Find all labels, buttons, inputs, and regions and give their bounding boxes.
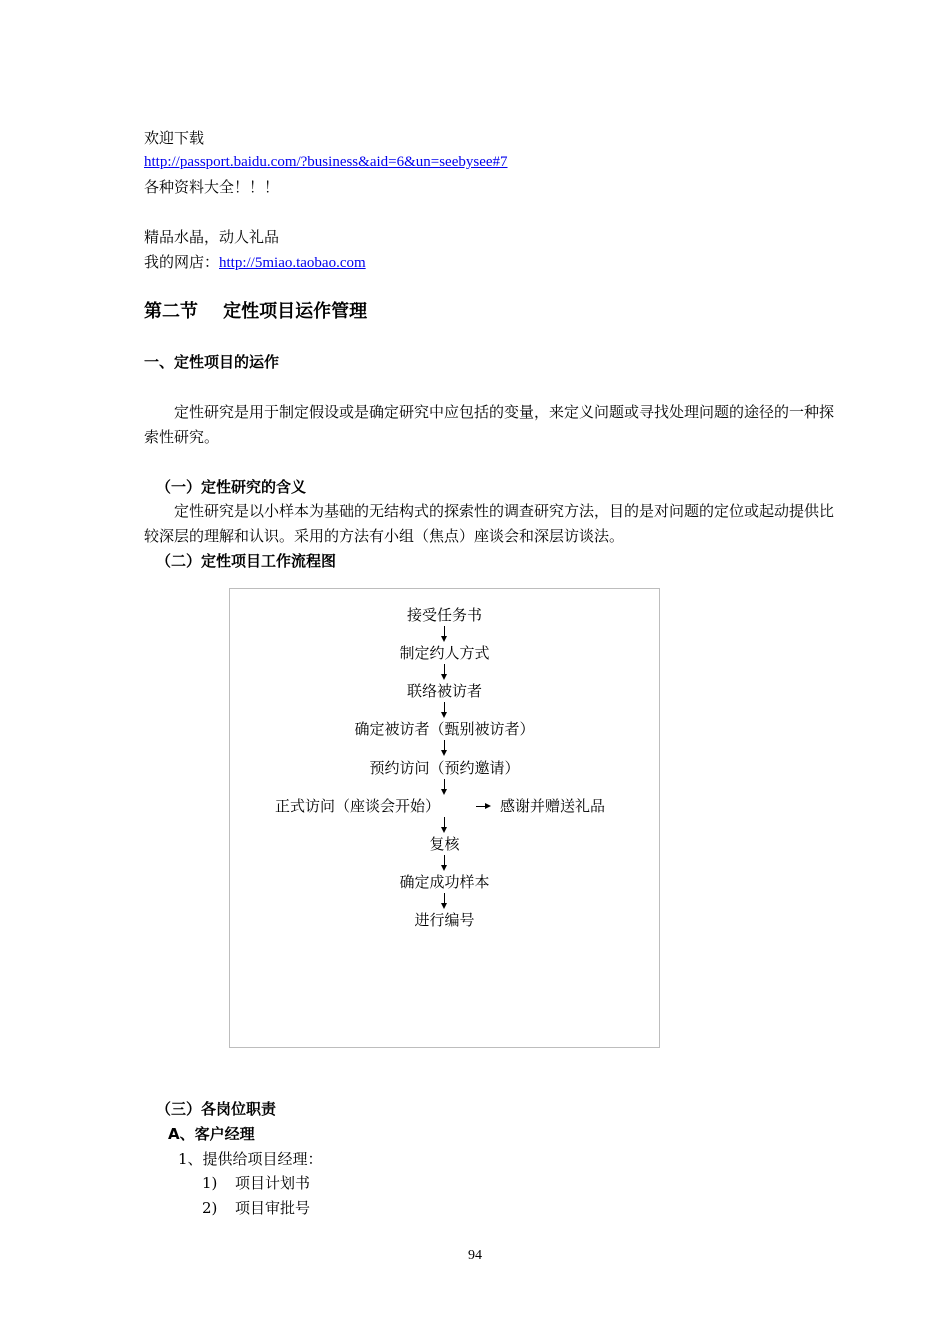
sub-item-text: 项目审批号 xyxy=(235,1199,311,1217)
sub-item-text: 项目计划书 xyxy=(235,1174,311,1192)
down-arrow-icon xyxy=(444,893,446,909)
sub-item-num: 1) xyxy=(202,1174,218,1192)
flow-step: 复核 xyxy=(429,835,460,853)
right-arrow-icon xyxy=(476,803,490,811)
flow-step: 预约访问（预约邀请） xyxy=(369,759,520,777)
down-arrow-icon xyxy=(444,702,446,718)
flow-step: 联络被访者 xyxy=(406,682,482,700)
flow-step: 确定被访者（甄别被访者） xyxy=(354,720,535,738)
sub2-heading: （二）定性项目工作流程图 xyxy=(156,552,337,570)
shop-label: 我的网店： xyxy=(144,253,220,271)
section-title: 第二节 定性项目运作管理 xyxy=(144,301,368,322)
down-arrow-icon xyxy=(444,626,446,642)
flow-step: 接受任务书 xyxy=(406,606,482,624)
item-1: 1、提供给项目经理： xyxy=(178,1150,323,1168)
baidu-link[interactable]: http://passport.baidu.com/?business&aid=6&un=seebysee#7 xyxy=(144,154,508,170)
sub3-heading: （三）各岗位职责 xyxy=(156,1100,277,1118)
flow-step: 制定约人方式 xyxy=(399,644,490,662)
flow-side-step: 感谢并赠送礼品 xyxy=(500,797,606,815)
taobao-link[interactable]: http://5miao.taobao.com xyxy=(219,255,366,271)
down-arrow-icon xyxy=(444,664,446,680)
page-number: 94 xyxy=(468,1248,482,1263)
sub1-heading: （一）定性研究的含义 xyxy=(156,478,307,496)
part1-heading: 一、定性项目的运作 xyxy=(144,353,280,371)
down-arrow-icon xyxy=(444,740,446,756)
crystal-text: 精品水晶，动人礼品 xyxy=(144,228,280,246)
down-arrow-icon xyxy=(444,817,446,833)
role-a-heading: A、客户经理 xyxy=(168,1125,255,1143)
sub-item-num: 2) xyxy=(202,1199,218,1217)
sub1-text: 定性研究是以小样本为基础的无结构式的探索性的调查研究方法，目的是对问题的定位或起动提供比较深层的理解和认识。采用的方法有小组（焦点）座谈会和深层访谈法。 xyxy=(144,502,835,545)
down-arrow-icon xyxy=(444,779,446,795)
down-arrow-icon xyxy=(444,855,446,871)
flow-step-formal-interview: 正式访问（座谈会开始） xyxy=(275,797,441,815)
flowchart xyxy=(229,588,660,1048)
flow-step: 确定成功样本 xyxy=(399,873,490,891)
shop-line xyxy=(144,252,366,273)
part1-intro: 定性研究是用于制定假设或是确定研究中应包括的变量，来定义问题或寻找处理问题的途径的一种探索性研究。 xyxy=(144,403,835,446)
flow-step: 进行编号 xyxy=(414,911,475,929)
all-materials-text: 各种资料大全！！！ xyxy=(144,178,280,196)
welcome-text: 欢迎下载 xyxy=(144,129,205,147)
